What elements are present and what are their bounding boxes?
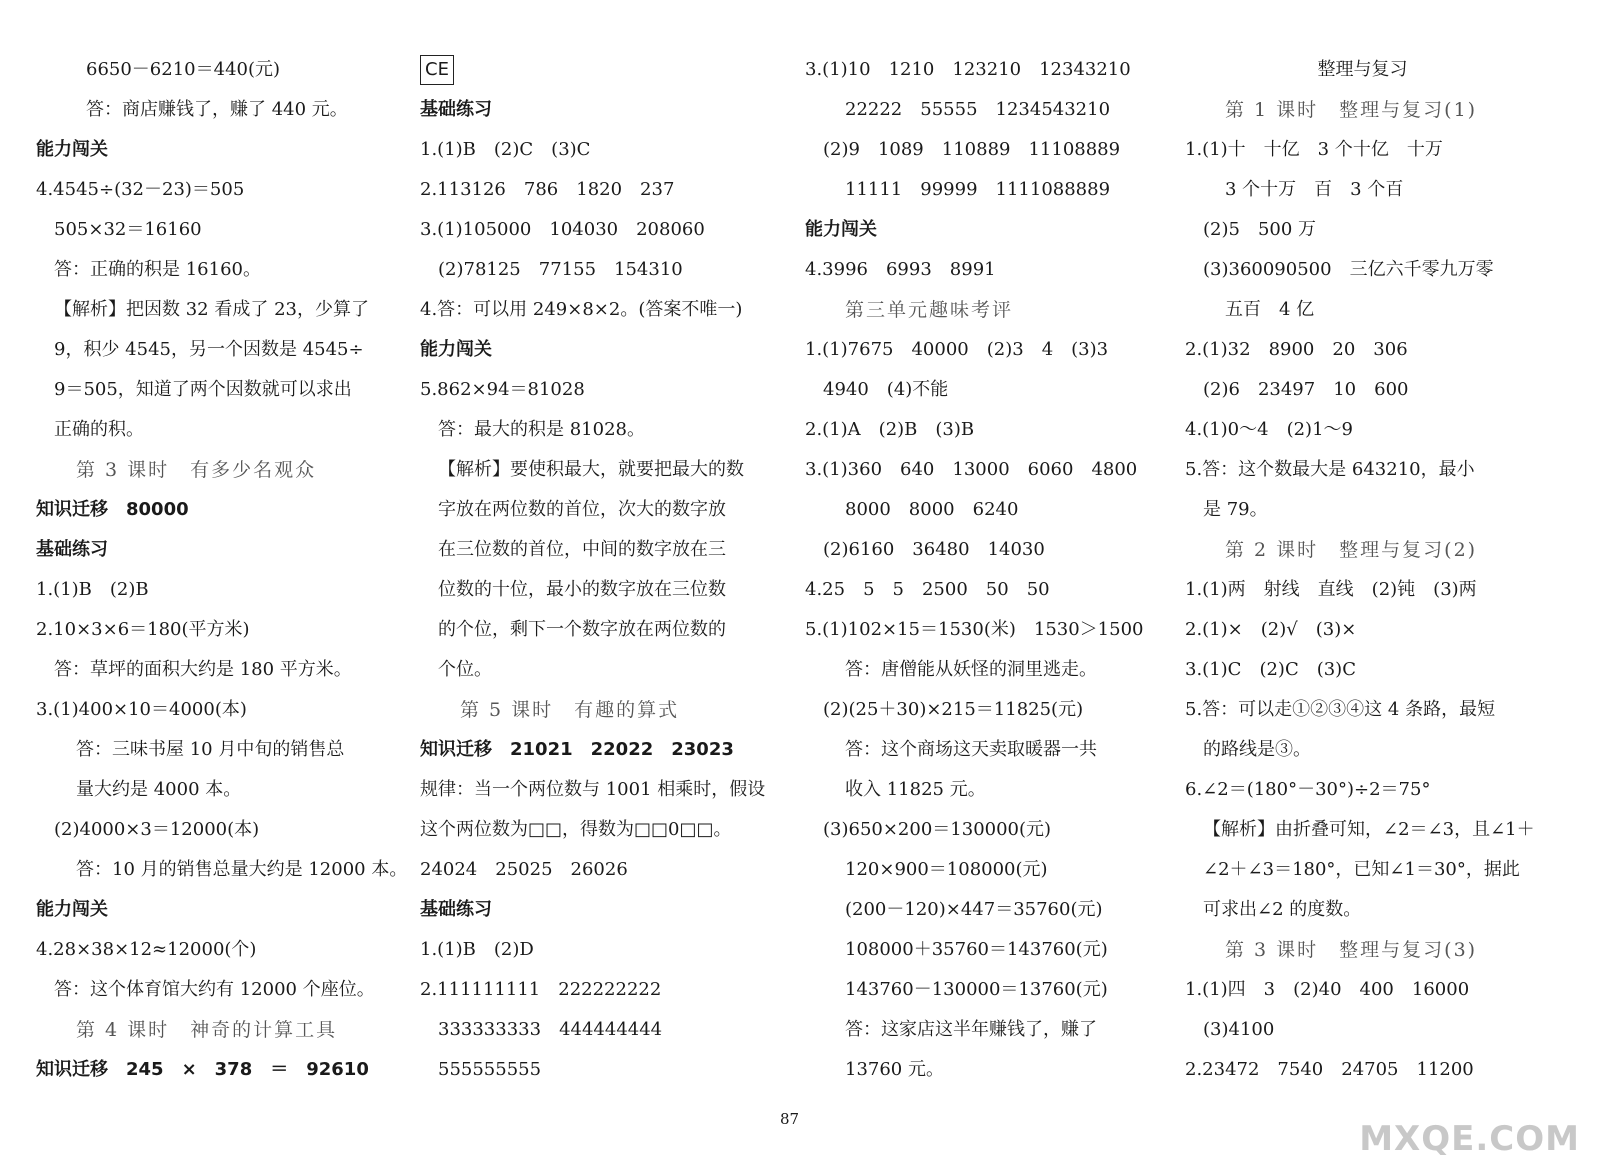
text-line: 字放在两位数的首位，次大的数字放	[438, 499, 726, 520]
column-3	[805, 50, 1160, 1090]
text-line: 3.(1)10 1210 123210 12343210	[805, 59, 1131, 80]
text-line: (3)4100	[1203, 1019, 1275, 1040]
text-line: 量大约是 4000 本。	[76, 779, 242, 800]
text-line: 第 3 课时 整理与复习(3)	[1225, 939, 1478, 961]
text-line: 可求出∠2 的度数。	[1203, 899, 1362, 920]
text-line: 正确的积。	[54, 419, 144, 440]
text-line: 答：三味书屋 10 月中旬的销售总	[76, 739, 345, 760]
text-line: 3.(1)400×10＝4000(本)	[36, 699, 247, 720]
text-line: 13760 元。	[845, 1059, 944, 1080]
text-line: 505×32＝16160	[54, 219, 202, 240]
text-line: 第 1 课时 整理与复习(1)	[1225, 99, 1478, 121]
text-line: 333333333 444444444	[438, 1019, 663, 1040]
text-line: 4940 (4)不能	[823, 379, 949, 400]
text-line: 是 79。	[1203, 499, 1268, 520]
text-line: 答：这家店这半年赚钱了，赚了	[845, 1019, 1097, 1040]
text-line: 能力闯关	[36, 899, 108, 920]
text-line: 22222 55555 1234543210	[845, 99, 1111, 120]
text-line: 4.28×38×12≈12000(个)	[36, 939, 257, 960]
text-line: 1.(1)十 十亿 3 个十亿 十万	[1185, 139, 1443, 160]
text-line: (2)(25＋30)×215＝11825(元)	[823, 699, 1084, 720]
answer-code-box: CE	[420, 55, 454, 85]
text-line: 答：唐僧能从妖怪的洞里逃走。	[845, 659, 1097, 680]
text-line: 收入 11825 元。	[845, 779, 986, 800]
text-line: 基础练习	[420, 899, 492, 920]
text-line: (2)5 500 万	[1203, 219, 1317, 240]
text-line: 【解析】把因数 32 看成了 23，少算了	[54, 299, 369, 320]
text-line: 知识迁移 80000	[36, 499, 189, 520]
text-line: 基础练习	[36, 539, 108, 560]
text-line: 1.(1)B (2)C (3)C	[420, 139, 591, 160]
text-line: 2.23472 7540 24705 11200	[1185, 1059, 1474, 1080]
text-line: 4.答：可以用 249×8×2。(答案不唯一)	[420, 299, 743, 320]
text-line: 2.(1)A (2)B (3)B	[805, 419, 975, 440]
text-line: 答：这个体育馆大约有 12000 个座位。	[54, 979, 375, 1000]
watermark: MXQE.COM	[1359, 1119, 1580, 1159]
text-line: 555555555	[438, 1059, 542, 1080]
text-line: 【解析】由折叠可知，∠2＝∠3，且∠1＋	[1203, 819, 1535, 840]
text-line: 答：最大的积是 81028。	[438, 419, 645, 440]
text-line: 8000 8000 6240	[845, 499, 1019, 520]
text-line: 4.25 5 5 2500 50 50	[805, 579, 1050, 600]
text-line: 3.(1)105000 104030 208060	[420, 219, 705, 240]
text-line: 1.(1)B (2)B	[36, 579, 149, 600]
text-line: 答：这个商场这天卖取暖器一共	[845, 739, 1097, 760]
text-line: 1.(1)四 3 (2)40 400 16000	[1185, 979, 1470, 1000]
text-line: 1.(1)B (2)D	[420, 939, 534, 960]
column-1	[36, 50, 408, 1090]
text-line: 9＝505，知道了两个因数就可以求出	[54, 379, 352, 400]
text-line: 108000＋35760＝143760(元)	[845, 939, 1108, 960]
text-line: 2.111111111 222222222	[420, 979, 662, 1000]
text-line: 143760－130000＝13760(元)	[845, 979, 1108, 1000]
text-line: 6650－6210＝440(元)	[86, 59, 281, 80]
text-line: 能力闯关	[805, 219, 877, 240]
text-line: 2.(1)32 8900 20 306	[1185, 339, 1408, 360]
text-line: (2)4000×3＝12000(本)	[54, 819, 260, 840]
text-line: 第三单元趣味考评	[845, 299, 1014, 321]
text-line: 11111 99999 1111088889	[845, 179, 1111, 200]
text-line: 个位。	[438, 659, 492, 680]
text-line: 第 2 课时 整理与复习(2)	[1225, 539, 1478, 561]
text-line: (2)78125 77155 154310	[438, 259, 683, 280]
text-line: 知识迁移 245 × 378 ＝ 92610	[36, 1059, 369, 1080]
text-line: 五百 4 亿	[1225, 299, 1315, 320]
page-number: 87	[780, 1110, 800, 1128]
text-line: ∠2＋∠3＝180°，已知∠1＝30°，据此	[1203, 859, 1520, 880]
text-line: 4.(1)0～4 (2)1～9	[1185, 419, 1353, 440]
text-line: 答：草坪的面积大约是 180 平方米。	[54, 659, 352, 680]
column-2	[420, 50, 780, 1090]
text-line: 5.862×94＝81028	[420, 379, 585, 400]
text-line: 2.(1)× (2)√ (3)×	[1185, 619, 1357, 640]
text-line: 4.4545÷(32－23)＝505	[36, 179, 245, 200]
text-line: 的路线是③。	[1203, 739, 1311, 760]
text-line: 2.113126 786 1820 237	[420, 179, 675, 200]
text-line: 基础练习	[420, 99, 492, 120]
text-line: 答：10 月的销售总量大约是 12000 本。	[76, 859, 408, 880]
text-line: 在三位数的首位，中间的数字放在三	[438, 539, 726, 560]
text-line: 答：商店赚钱了，赚了 440 元。	[86, 99, 348, 120]
text-line: 【解析】要使积最大，就要把最大的数	[438, 459, 744, 480]
text-line: 能力闯关	[36, 139, 108, 160]
text-line: (3)650×200＝130000(元)	[823, 819, 1052, 840]
text-line: 答：正确的积是 16160。	[54, 259, 261, 280]
text-line: (2)6 23497 10 600	[1203, 379, 1409, 400]
text-line: 24024 25025 26026	[420, 859, 628, 880]
text-line: 3 个十万 百 3 个百	[1225, 179, 1404, 200]
text-line: 第 3 课时 有多少名观众	[76, 459, 317, 481]
text-line: 第 4 课时 神奇的计算工具	[76, 1019, 338, 1041]
text-line: 位数的十位，最小的数字放在三位数	[438, 579, 726, 600]
text-line: 4.3996 6993 8991	[805, 259, 996, 280]
text-line: (200－120)×447＝35760(元)	[845, 899, 1103, 920]
text-line: 能力闯关	[420, 339, 492, 360]
column-4	[1185, 50, 1540, 1090]
text-line: (3)360090500 三亿六千零九万零	[1203, 259, 1494, 280]
text-line: 整理与复习	[1317, 59, 1408, 80]
text-line: 3.(1)C (2)C (3)C	[1185, 659, 1356, 680]
text-line: 5.(1)102×15＝1530(米) 1530＞1500	[805, 619, 1144, 640]
text-line: 1.(1)7675 40000 (2)3 4 (3)3	[805, 339, 1109, 360]
text-line: 120×900＝108000(元)	[845, 859, 1048, 880]
text-line: 知识迁移 21021 22022 23023	[420, 739, 734, 760]
text-line: 这个两位数为□□，得数为□□0□□。	[420, 819, 732, 840]
text-line: 2.10×3×6＝180(平方米)	[36, 619, 250, 640]
text-line: 规律：当一个两位数与 1001 相乘时，假设	[420, 779, 766, 800]
text-line: 5.答：可以走①②③④这 4 条路，最短	[1185, 699, 1496, 720]
text-line: 6.∠2＝(180°－30°)÷2＝75°	[1185, 779, 1431, 800]
text-line: (2)9 1089 110889 11108889	[823, 139, 1121, 160]
text-line: 5.答：这个数最大是 643210，最小	[1185, 459, 1475, 480]
text-line: 3.(1)360 640 13000 6060 4800	[805, 459, 1138, 480]
text-line: 9，积少 4545，另一个因数是 4545÷	[54, 339, 364, 360]
text-line: 1.(1)两 射线 直线 (2)钝 (3)两	[1185, 579, 1477, 600]
text-line: 的个位，剩下一个数字放在两位数的	[438, 619, 726, 640]
text-line: (2)6160 36480 14030	[823, 539, 1045, 560]
text-line: 第 5 课时 有趣的算式	[460, 699, 680, 721]
